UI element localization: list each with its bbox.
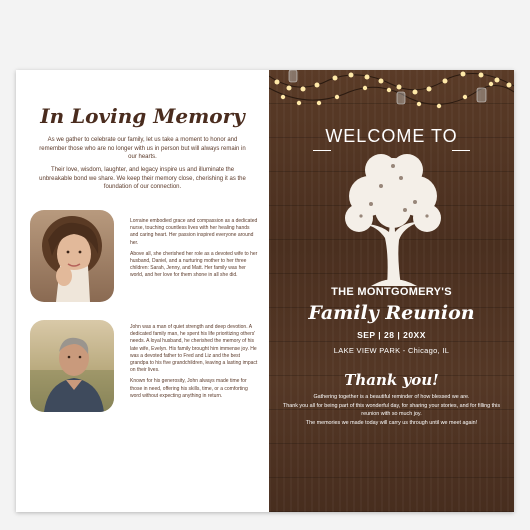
thanks-line-1: Gathering together is a beautiful reminder of how blessed we are.: [313, 394, 470, 400]
event-date: SEP | 28 | 20XX: [357, 330, 426, 340]
reunion-program-sheet: [16, 70, 514, 512]
lorraine-bio-1: Lorraine embodied grace and compassion as a dedicated nurse, touching countless lives with her healing hands and caring heart. Her passion inspired everyone around her.: [130, 218, 258, 246]
thanks-heading: Thank you!: [344, 371, 439, 389]
memorial-heading: In Loving Memory: [40, 104, 245, 128]
woman-photo: [30, 210, 114, 302]
man-photo: [30, 320, 114, 412]
welcome-rule-left: [313, 150, 331, 151]
reunion-panel: [269, 70, 514, 512]
event-title: Family Reunion: [308, 302, 475, 324]
string-lights-icon: [269, 70, 514, 130]
thanks-message: [277, 394, 506, 430]
memorial-intro-1: As we gather to celebrate our family, let us take a moment to honor and remember those who are no longer with us in person but will always remain in our hearts.: [39, 137, 246, 160]
welcome-heading: WELCOME TO: [325, 126, 458, 146]
memorial-intro-2: Their love, wisdom, laughter, and legacy inspire us and illuminate the unbreakable bond we share. We keep their memory close, cherishing it as the foundation of our connection.: [39, 167, 246, 190]
john-bio-2: Known for his generosity, John always made time for those in need, offering his skills, time, or a comforting word without expecting anything in return.: [130, 378, 248, 399]
event-location: LAKE VIEW PARK - Chicago, IL: [333, 346, 450, 355]
john-bio: [130, 324, 258, 404]
family-name: THE MONTGOMERY'S: [331, 286, 452, 298]
thanks-line-3: The memories we made today will carry us through until we meet again!: [305, 420, 478, 427]
thanks-line-2: Thank you all for being part of this wonderful day, for sharing your stories, and for filling this reunion with so much joy.: [282, 403, 501, 417]
welcome-rule-right: [452, 150, 470, 151]
john-bio-1: John was a man of quiet strength and deep devotion. A dedicated family man, he spent his life prioritizing others' needs. A loyal husband, he cherished the memory of his late wife, Evelyn. His family brought him immense joy. He was a devoted father to Fred and Liz and the best grandpa to his five grandchildren, leaving a lasting impact on their lives.: [130, 324, 258, 374]
lorraine-bio: [130, 218, 258, 284]
lorraine-bio-2: Above all, she cherished her role as a devoted wife to her husband, Daniel, and a nurturing mother to her three children: Sarah, Jenny, and Matt. Her family was her world, and her love for them shone in all she did.: [130, 250, 258, 279]
tree-icon: [341, 146, 445, 290]
memorial-panel: [16, 70, 269, 512]
